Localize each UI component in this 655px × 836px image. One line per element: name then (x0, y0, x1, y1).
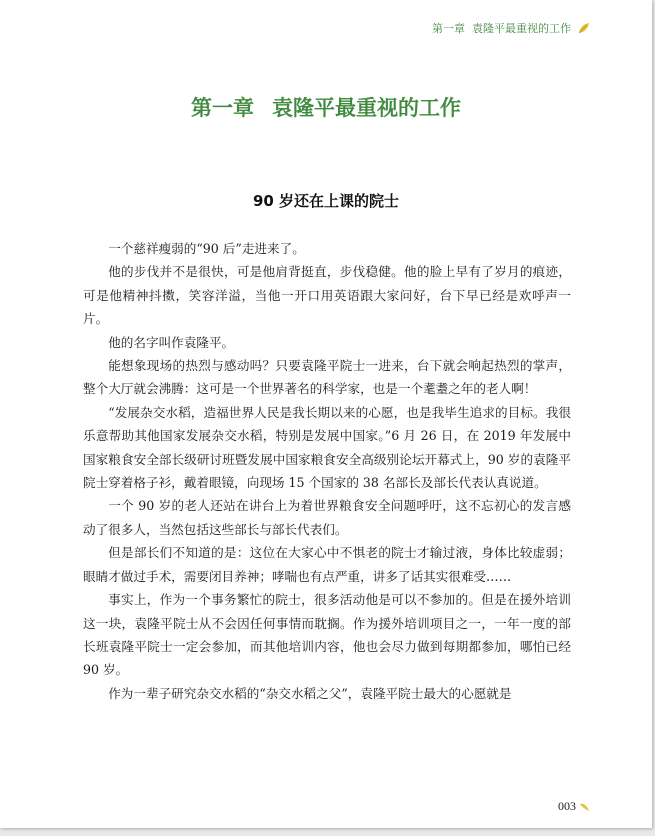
rice-leaf-icon (578, 22, 590, 34)
paragraph: 事实上，作为一个事务繁忙的院士，很多活动他是可以不参加的。但是在援外培训这一块，袁隆平院士从不会因任何事情而耽搁。作为援外培训项目之一，一年一度的部长班袁隆平院士一定会参加，而其他培训内容，他也会尽力做到每期都参加，哪怕已经 90 岁。 (83, 592, 571, 678)
paragraph: 但是部长们不知道的是：这位在大家心中不惧老的院士才输过液，身体比较虚弱；眼睛才做过手术，需要闭目养神；哮喘也有点严重，讲多了话其实很难受…… (83, 545, 571, 584)
body-text (83, 237, 571, 705)
running-head-title: 袁隆平最重视的工作 (472, 22, 571, 35)
page-number-text: 003 (558, 799, 576, 813)
chapter-name: 袁隆平最重视的工作 (272, 95, 461, 120)
section-title: 90 岁还在上课的院士 (252, 192, 400, 210)
paragraph: 他的名字叫作袁隆平。 (108, 334, 235, 350)
paragraph: “发展杂交水稻，造福世界人民是我长期以来的心愿，也是我毕生追求的目标。我很乐意帮助其他国家发展杂交水稻，特别是发展中国家。”6 月 26 日，在 2019 年发展中国家粮食安全部长级研讨班暨发展中国家粮食安全高级别论坛开幕式上，90 岁的袁隆平院士穿着格子衫，戴着眼镜，向现场 15 个国家的 38 名部长及部长代表认真说道。 (83, 404, 571, 491)
running-head-chapter: 第一章 (432, 22, 465, 35)
running-head (432, 20, 590, 36)
chapter-number: 第一章 (191, 95, 254, 120)
paragraph: 一个 90 岁的老人还站在讲台上为着世界粮食安全问题呼吁，这不忘初心的发言感动了很多人，当然包括这些部长与部长代表们。 (83, 498, 571, 537)
page-number (558, 799, 590, 814)
rice-grain-icon (579, 802, 590, 812)
paragraph: 他的步伐并不是很快，可是他肩背挺直，步伐稳健。他的脸上早有了岁月的痕迹，可是他精神抖擞，笑容洋溢，当他一开口用英语跟大家问好，台下早已经是欢呼声一片。 (83, 264, 571, 327)
chapter-title (0, 92, 652, 122)
paragraph: 作为一辈子研究杂交水稻的“杂交水稻之父”，袁隆平院士最大的心愿就是 (108, 685, 512, 701)
paragraph: 一个慈祥瘦弱的“90 后”走进来了。 (108, 241, 305, 256)
paragraph: 能想象现场的热烈与感动吗？只要袁隆平院士一进来，台下就会响起热烈的掌声，整个大厅就会沸腾：这可是一个世界著名的科学家，也是一个耄耋之年的老人啊！ (83, 358, 571, 397)
